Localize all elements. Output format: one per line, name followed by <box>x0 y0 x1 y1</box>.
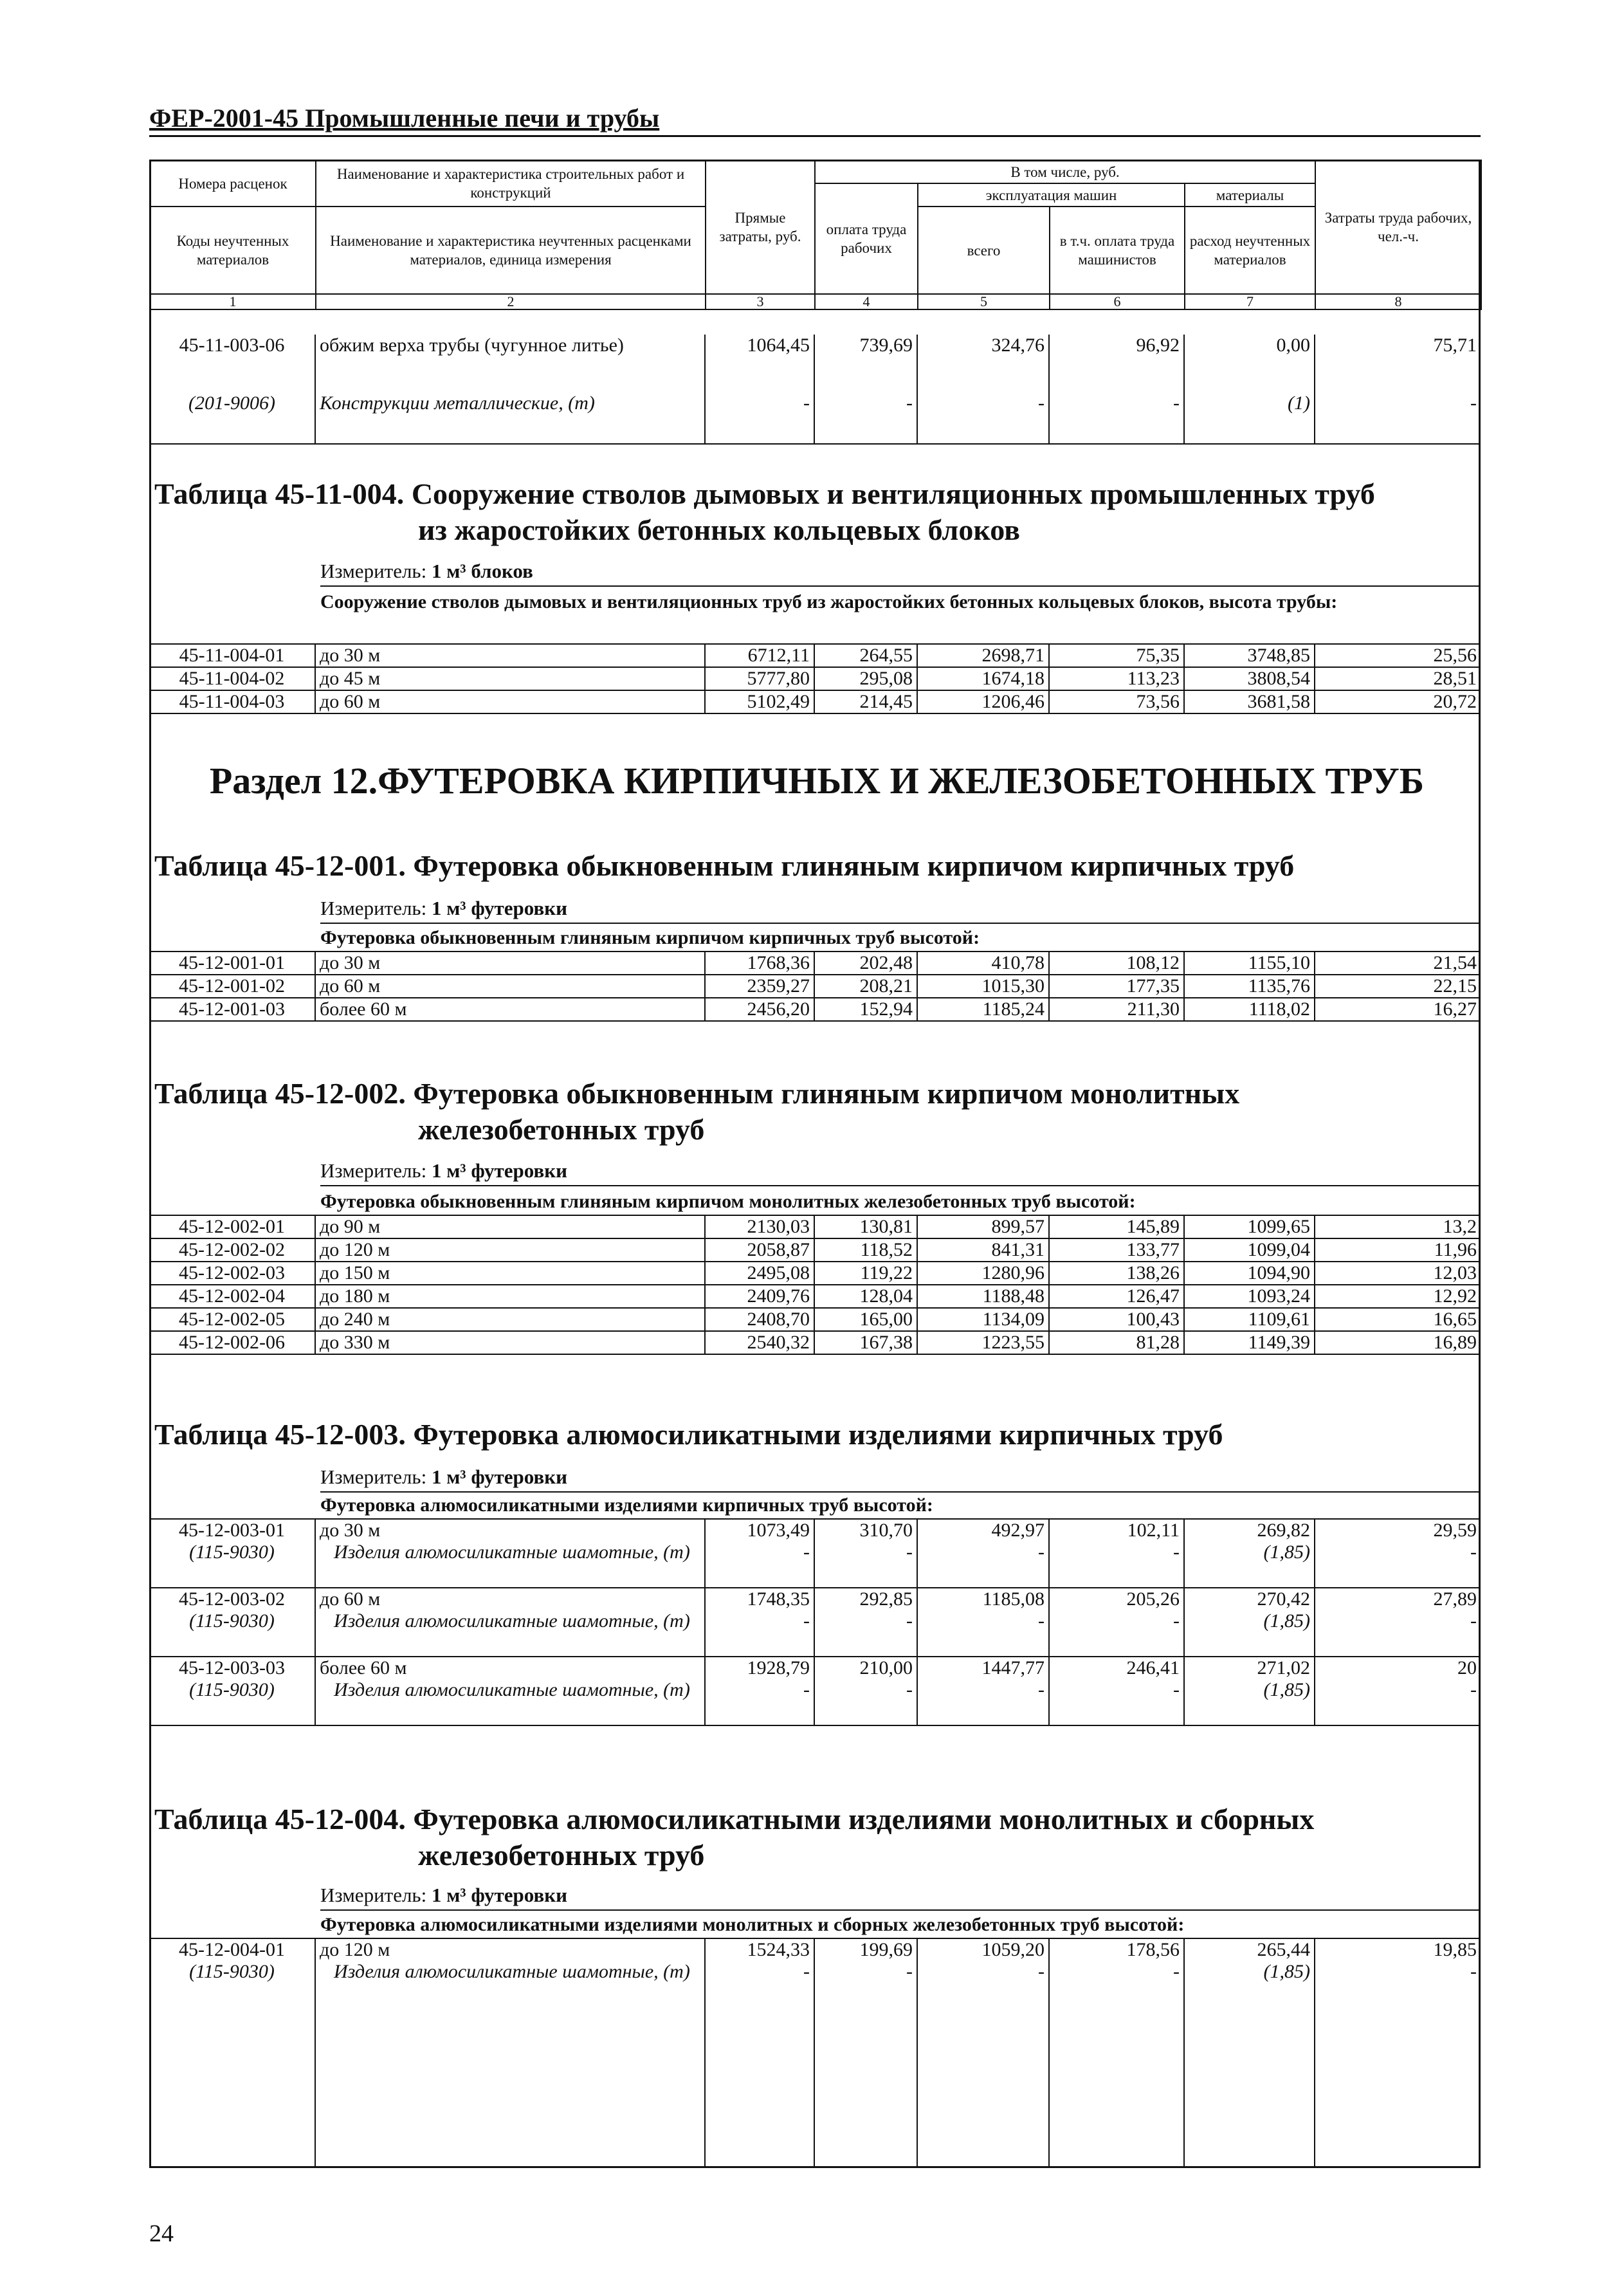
table-row <box>149 1657 1481 1679</box>
cell-machines: 324,76 <box>917 335 1049 392</box>
rate-table <box>149 1518 1481 1726</box>
table-row <box>149 952 1481 975</box>
cell-materials: 1135,76 <box>1184 975 1315 998</box>
material-code: (201-9006) <box>149 392 315 444</box>
work-name: более 60 м <box>315 998 705 1021</box>
rate-table <box>149 951 1481 1022</box>
table-row <box>149 690 1481 713</box>
col-num: 6 <box>1050 294 1185 309</box>
cell-labor: 16,89 <box>1315 1331 1481 1354</box>
cell-wages: 128,04 <box>814 1285 917 1308</box>
cell-machines: 1674,18 <box>917 667 1049 690</box>
cell-machinist: 178,56 <box>1049 1938 1184 1961</box>
cell-direct: - <box>705 1679 814 1725</box>
table-row <box>149 1610 1481 1657</box>
running-header: ФЕР-2001-45 Промышленные печи и трубы <box>149 103 1481 137</box>
block-45-12-002 <box>149 1215 1481 1355</box>
table-row <box>149 1285 1481 1308</box>
measure-unit: Измеритель: 1 м³ футеровки <box>320 1466 1481 1493</box>
cell-direct: 2456,20 <box>705 998 814 1021</box>
col-header-machines-total: всего <box>918 207 1050 294</box>
rate-code: 45-12-002-02 <box>149 1238 315 1262</box>
work-name: до 90 м <box>315 1215 705 1238</box>
rate-table <box>149 1938 1481 2167</box>
cell-machinist: 108,12 <box>1049 952 1184 975</box>
cell-labor: 12,92 <box>1315 1285 1481 1308</box>
table-title: Таблица 45-12-001. Футеровка обыкновенным глиняным кирпичом кирпичных труб <box>154 849 1295 882</box>
work-name: до 120 м <box>315 1238 705 1262</box>
rate-code: 45-12-003-03 <box>179 1657 285 1678</box>
rate-code: 45-11-004-03 <box>149 690 315 713</box>
cell-machinist: 246,41 <box>1049 1657 1184 1679</box>
cell-wages: 214,45 <box>814 690 917 713</box>
cell-machines: 1015,30 <box>917 975 1049 998</box>
col-num: 8 <box>1315 294 1481 309</box>
table-title: Таблица 45-12-002. Футеровка обыкновенным глиняным кирпичом монолитных железобетонных труб <box>154 1077 1240 1146</box>
cell-wages: 202,48 <box>814 952 917 975</box>
col-num: 4 <box>815 294 918 309</box>
cell-wages: 152,94 <box>814 998 917 1021</box>
cell-labor: - <box>1315 392 1481 444</box>
cell-materials: 265,44 <box>1184 1938 1315 1961</box>
cell-machines: 1206,46 <box>917 690 1049 713</box>
cell-materials: 1149,39 <box>1184 1331 1315 1354</box>
cell-labor: - <box>1315 1610 1481 1657</box>
cell-machinist: 113,23 <box>1049 667 1184 690</box>
cell-direct: 2058,87 <box>705 1238 814 1262</box>
col-num: 7 <box>1185 294 1315 309</box>
work-name: до 120 м <box>315 1938 705 1961</box>
table-title: Таблица 45-11-004. Сооружение стволов дымовых и вентиляционных промышленных труб из жаростойких бетонных кольцевых блоков <box>154 477 1375 546</box>
cell-machinist: 75,35 <box>1049 644 1184 667</box>
cell-materials: 269,82 <box>1184 1519 1315 1541</box>
work-name: до 330 м <box>315 1331 705 1354</box>
cell-machinist: 211,30 <box>1049 998 1184 1021</box>
cell-direct: 6712,11 <box>705 644 814 667</box>
cell-materials: (1) <box>1184 392 1315 444</box>
cell-machinist: 81,28 <box>1049 1331 1184 1354</box>
cell-direct: 5102,49 <box>705 690 814 713</box>
cell-wages: 739,69 <box>814 335 917 392</box>
cell-direct: 2408,70 <box>705 1308 814 1331</box>
material-name: Конструкции металлические, (т) <box>315 392 705 444</box>
rate-code: 45-12-001-02 <box>149 975 315 998</box>
cell-wages: 199,69 <box>814 1938 917 1961</box>
table-row <box>149 1938 1481 1961</box>
cell-machinist: 133,77 <box>1049 1238 1184 1262</box>
cell-direct: 2130,03 <box>705 1215 814 1238</box>
cell-machinist: 102,11 <box>1049 1519 1184 1541</box>
cell-wages: 167,38 <box>814 1331 917 1354</box>
rate-code: 45-12-003-01 <box>149 1519 315 1541</box>
block-45-11-004 <box>149 643 1481 714</box>
cell-machines: 1134,09 <box>917 1308 1049 1331</box>
work-name: до 45 м <box>315 667 705 690</box>
cell-machinist: 205,26 <box>1049 1588 1184 1610</box>
cell-labor: 28,51 <box>1315 667 1481 690</box>
group-heading: Футеровка обыкновенным глиняным кирпичом монолитных железобетонных труб высотой: <box>320 1191 1136 1212</box>
cell-direct: 1064,45 <box>705 335 814 392</box>
material-code: (115-9030) <box>189 1961 275 1982</box>
block-45-11-003 <box>149 335 1481 445</box>
cell-materials: 1094,90 <box>1184 1262 1315 1285</box>
cell-machines: 1059,20 <box>917 1938 1049 1961</box>
cell-direct: 2359,27 <box>705 975 814 998</box>
cell-materials: 0,00 <box>1184 335 1315 392</box>
cell-materials: 1118,02 <box>1184 998 1315 1021</box>
material-code: (115-9030) <box>149 1541 315 1588</box>
cell-materials: 1093,24 <box>1184 1285 1315 1308</box>
col-header-labor: Затраты труда рабочих, чел.-ч. <box>1315 160 1481 294</box>
cell-machines: 1185,24 <box>917 998 1049 1021</box>
rate-table <box>149 335 1481 445</box>
group-heading: Футеровка алюмосиликатными изделиями монолитных и сборных железобетонных труб высотой: <box>320 1914 1185 1935</box>
block-45-12-001 <box>149 951 1481 1022</box>
cell-direct: 1928,79 <box>705 1657 814 1679</box>
cell-direct: 1748,35 <box>705 1588 814 1610</box>
cell-machines: 899,57 <box>917 1215 1049 1238</box>
col-header-material-codes: Коды неучтенных материалов <box>150 207 316 294</box>
cell-materials: 1099,04 <box>1184 1238 1315 1262</box>
table-row <box>149 1331 1481 1354</box>
cell-direct: 2495,08 <box>705 1262 814 1285</box>
cell-machinist: 73,56 <box>1049 690 1184 713</box>
table-row <box>149 998 1481 1021</box>
cell-machines: - <box>917 1961 1049 2167</box>
col-header-wages: оплата труда рабочих <box>815 183 918 294</box>
cell-wages: - <box>814 1961 917 2167</box>
cell-wages: 208,21 <box>814 975 917 998</box>
cell-machinist: - <box>1049 1961 1184 2167</box>
rate-table <box>149 643 1481 714</box>
col-header-machinist-wages: в т.ч. оплата труда машинистов <box>1050 207 1185 294</box>
cell-direct: - <box>705 1610 814 1657</box>
col-num: 1 <box>150 294 316 309</box>
cell-machinist: 145,89 <box>1049 1215 1184 1238</box>
rate-code: 45-12-001-01 <box>149 952 315 975</box>
cell-machines: 1188,48 <box>917 1285 1049 1308</box>
cell-labor: 16,65 <box>1315 1308 1481 1331</box>
cell-wages: 118,52 <box>814 1238 917 1262</box>
cell-wages: - <box>814 1610 917 1657</box>
cell-wages: 130,81 <box>814 1215 917 1238</box>
rate-code: 45-12-002-06 <box>149 1331 315 1354</box>
col-header-material-names: Наименование и характеристика неучтенных расценками материалов, единица измерения <box>316 207 706 294</box>
cell-labor: 22,15 <box>1315 975 1481 998</box>
rate-code: 45-11-003-06 <box>179 335 285 356</box>
cell-wages: - <box>814 392 917 444</box>
material-code: (115-9030) <box>149 1679 315 1725</box>
work-name: до 180 м <box>315 1285 705 1308</box>
cell-direct: 1524,33 <box>705 1938 814 1961</box>
cell-direct: 2540,32 <box>705 1331 814 1354</box>
col-header-material-usage: расход неучтенных материалов <box>1185 207 1315 294</box>
cell-labor: 75,71 <box>1315 335 1481 392</box>
measure-unit: Измеритель: 1 м³ блоков <box>320 560 1481 587</box>
cell-machines: 410,78 <box>917 952 1049 975</box>
work-name: до 60 м <box>315 690 705 713</box>
cell-labor: 11,96 <box>1315 1238 1481 1262</box>
cell-materials: 3748,85 <box>1184 644 1315 667</box>
rate-code: 45-11-004-01 <box>149 644 315 667</box>
cell-labor: - <box>1315 1679 1481 1725</box>
col-num: 3 <box>706 294 815 309</box>
group-heading: Футеровка алюмосиликатными изделиями кирпичных труб высотой: <box>320 1494 933 1516</box>
cell-machinist: 96,92 <box>1049 335 1184 392</box>
cell-wages: 310,70 <box>814 1519 917 1541</box>
work-name: до 30 м <box>315 1519 705 1541</box>
cell-labor: 12,03 <box>1315 1262 1481 1285</box>
cell-machines: 841,31 <box>917 1238 1049 1262</box>
cell-labor: 21,54 <box>1315 952 1481 975</box>
group-heading: Сооружение стволов дымовых и вентиляционных труб из жаростойких бетонных кольцевых блоков, высота трубы: <box>320 591 1338 612</box>
cell-wages: 264,55 <box>814 644 917 667</box>
block-45-12-004 <box>149 1938 1481 2167</box>
cell-machines: 1223,55 <box>917 1331 1049 1354</box>
work-name: до 30 м <box>315 952 705 975</box>
work-name: до 150 м <box>315 1262 705 1285</box>
rate-table <box>149 1215 1481 1355</box>
cell-machines: 2698,71 <box>917 644 1049 667</box>
cell-wages: - <box>814 1679 917 1725</box>
table-row <box>149 667 1481 690</box>
cell-materials: (1,85) <box>1184 1610 1315 1657</box>
rate-code: 45-12-002-04 <box>149 1285 315 1308</box>
cell-machines: 492,97 <box>917 1519 1049 1541</box>
table-title: Таблица 45-12-004. Футеровка алюмосиликатными изделиями монолитных и сборных железобетонных труб <box>154 1803 1315 1871</box>
col-header-materials: материалы <box>1185 183 1315 207</box>
table-row <box>149 1961 1481 2167</box>
cell-machines: - <box>917 1679 1049 1725</box>
cell-materials: (1,85) <box>1184 1961 1315 2167</box>
work-name: более 60 м <box>315 1657 705 1679</box>
cell-wages: 210,00 <box>814 1657 917 1679</box>
cell-labor: 25,56 <box>1315 644 1481 667</box>
table-row <box>149 335 1481 392</box>
cell-materials: (1,85) <box>1184 1541 1315 1588</box>
work-name: обжим верха трубы (чугунное литье) <box>315 335 705 392</box>
work-name: до 60 м <box>315 1588 705 1610</box>
rate-code: 45-12-002-01 <box>149 1215 315 1238</box>
rate-code: 45-12-002-05 <box>149 1308 315 1331</box>
cell-direct: 1073,49 <box>705 1519 814 1541</box>
cell-machines: - <box>917 392 1049 444</box>
cell-direct: 2409,76 <box>705 1285 814 1308</box>
table-row <box>149 1541 1481 1588</box>
cell-materials: 1099,65 <box>1184 1215 1315 1238</box>
column-header-table <box>149 160 1482 310</box>
cell-machinist: - <box>1049 1679 1184 1725</box>
cell-machinist: 100,43 <box>1049 1308 1184 1331</box>
col-num: 2 <box>316 294 706 309</box>
measure-unit: Измеритель: 1 м³ футеровки <box>320 1159 1481 1186</box>
rate-code: 45-12-004-01 <box>149 1938 315 1961</box>
material-name: Изделия алюмосиликатные шамотные, (т) <box>315 1541 705 1588</box>
cell-labor: - <box>1315 1541 1481 1588</box>
work-name: до 240 м <box>315 1308 705 1331</box>
cell-wages: 119,22 <box>814 1262 917 1285</box>
table-row <box>149 1262 1481 1285</box>
material-name: Изделия алюмосиликатные шамотные, (т) <box>315 1961 705 2167</box>
work-name: до 30 м <box>315 644 705 667</box>
cell-wages: 295,08 <box>814 667 917 690</box>
material-name: Изделия алюмосиликатные шамотные, (т) <box>315 1679 705 1725</box>
table-row <box>149 975 1481 998</box>
cell-machinist: 138,26 <box>1049 1262 1184 1285</box>
cell-materials: 1109,61 <box>1184 1308 1315 1331</box>
cell-direct: - <box>705 392 814 444</box>
cell-machinist: 177,35 <box>1049 975 1184 998</box>
cell-machines: - <box>917 1541 1049 1588</box>
cell-materials: 271,02 <box>1184 1657 1315 1679</box>
table-row <box>149 644 1481 667</box>
section-title: Раздел 12.ФУТЕРОВКА КИРПИЧНЫХ И ЖЕЛЕЗОБЕТОННЫХ ТРУБ <box>209 760 1425 802</box>
rate-code: 45-12-003-02 <box>179 1588 285 1610</box>
cell-wages: 292,85 <box>814 1588 917 1610</box>
col-header-code: Номера расценок <box>150 160 316 207</box>
cell-machinist: - <box>1049 1610 1184 1657</box>
cell-labor: 20,72 <box>1315 690 1481 713</box>
table-row <box>149 1238 1481 1262</box>
material-code: (115-9030) <box>149 1610 315 1657</box>
cell-wages: - <box>814 1541 917 1588</box>
group-heading: Футеровка обыкновенным глиняным кирпичом кирпичных труб высотой: <box>320 927 980 948</box>
cell-materials: 3681,58 <box>1184 690 1315 713</box>
cell-materials: 270,42 <box>1184 1588 1315 1610</box>
cell-direct: - <box>705 1961 814 2167</box>
col-header-machines: эксплуатация машин <box>918 183 1185 207</box>
cell-labor: 19,85 <box>1315 1938 1481 1961</box>
cell-materials: (1,85) <box>1184 1679 1315 1725</box>
cell-labor: 27,89 <box>1315 1588 1481 1610</box>
cell-direct: 5777,80 <box>705 667 814 690</box>
block-45-12-003 <box>149 1518 1481 1726</box>
col-num: 5 <box>918 294 1050 309</box>
cell-direct: - <box>705 1541 814 1588</box>
table-row <box>149 1679 1481 1725</box>
col-header-included: В том числе, руб. <box>815 160 1315 183</box>
table-row <box>149 392 1481 444</box>
cell-machines: 1447,77 <box>917 1657 1049 1679</box>
cell-wages: 165,00 <box>814 1308 917 1331</box>
rate-code: 45-12-001-03 <box>149 998 315 1021</box>
work-name: до 60 м <box>315 975 705 998</box>
rate-code: 45-11-004-02 <box>149 667 315 690</box>
measure-unit: Измеритель: 1 м³ футеровки <box>320 1884 1481 1911</box>
table-row <box>149 1588 1481 1610</box>
cell-machines: - <box>917 1610 1049 1657</box>
rate-code: 45-12-002-03 <box>149 1262 315 1285</box>
cell-materials: 3808,54 <box>1184 667 1315 690</box>
col-header-name: Наименование и характеристика строительных работ и конструкций <box>316 160 706 207</box>
table-row <box>149 1215 1481 1238</box>
cell-labor: - <box>1315 1961 1481 2167</box>
cell-labor: 16,27 <box>1315 998 1481 1021</box>
cell-labor: 20 <box>1315 1657 1481 1679</box>
cell-machinist: - <box>1049 1541 1184 1588</box>
cell-materials: 1155,10 <box>1184 952 1315 975</box>
table-row <box>149 1519 1481 1541</box>
cell-labor: 13,2 <box>1315 1215 1481 1238</box>
cell-labor: 29,59 <box>1315 1519 1481 1541</box>
cell-direct: 1768,36 <box>705 952 814 975</box>
table-row <box>149 1308 1481 1331</box>
col-header-direct-costs: Прямые затраты, руб. <box>706 160 815 294</box>
measure-unit: Измеритель: 1 м³ футеровки <box>320 897 1481 924</box>
page-number: 24 <box>149 2220 174 2247</box>
cell-machinist: - <box>1049 392 1184 444</box>
table-title: Таблица 45-12-003. Футеровка алюмосиликатными изделиями кирпичных труб <box>154 1418 1223 1451</box>
cell-machinist: 126,47 <box>1049 1285 1184 1308</box>
material-name: Изделия алюмосиликатные шамотные, (т) <box>315 1610 705 1657</box>
cell-machines: 1280,96 <box>917 1262 1049 1285</box>
cell-machines: 1185,08 <box>917 1588 1049 1610</box>
